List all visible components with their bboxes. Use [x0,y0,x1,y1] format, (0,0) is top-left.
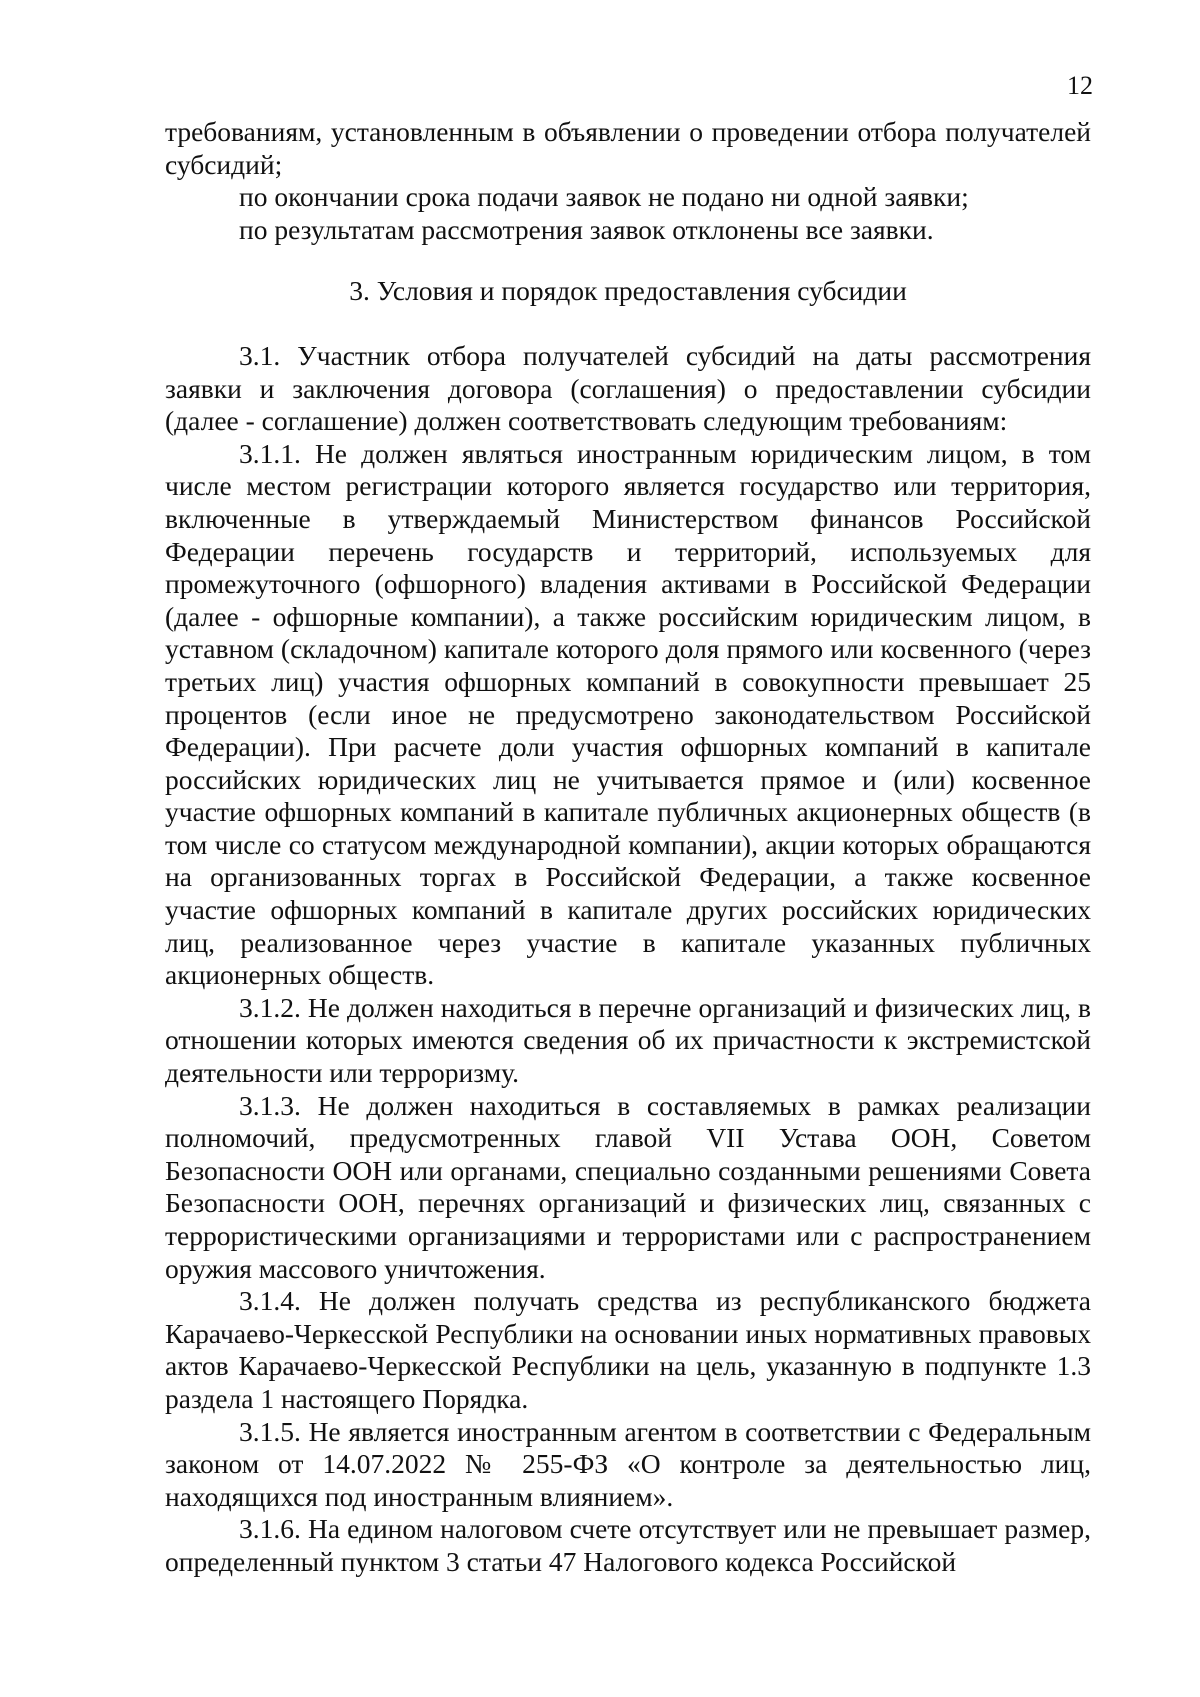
paragraph-all-rejected: по результатам рассмотрения заявок отклонены все заявки. [239,213,934,245]
paragraph-3-1-1: 3.1.1. Не должен являться иностранным юридическим лицом, в том числе местом регистрации которого является государство или территория, включенные в утверждаемый Министерством финансов Российской Федерации перечень государств и территорий, используемых для промежуточного (офшорного) владения активами в Российской Федерации (далее - офшорные компании), а также российским юридическим лицом, в уставном (складочном) капитале которого доля прямого или косвенного (через третьих лиц) участия офшорных компаний в совокупности превышает 25 процентов (если иное не предусмотрено законодательством Российской Федерации). При расчете доли участия офшорных компаний в капитале российских юридических лиц не учитывается прямое и (или) косвенное участие офшорных компаний в капитале публичных акционерных обществ (в том числе со статусом международной компании), акции которых обращаются на организованных торгах в Российской Федерации, а также косвенное участие офшорных компаний в капитале других российских юридических лиц, реализованное через участие в капитале указанных публичных акционерных обществ. [165,437,1091,991]
paragraph-3-1-2: 3.1.2. Не должен находиться в перечне организаций и физических лиц, в отношении которых имеются сведения об их причастности к экстремистской деятельности или терроризму. [165,991,1091,1089]
paragraph-3-1-6: 3.1.6. На едином налоговом счете отсутствует или не превышает размер, определенный пунктом 3 статьи 47 Налогового кодекса Российской [165,1513,1091,1577]
paragraph-3-1-5: 3.1.5. Не является иностранным агентом в соответствии с Федеральным законом от 14.07.2022 № 255-ФЗ «О контроле за деятельностью лиц, находящихся под иностранным влиянием». [165,1415,1091,1512]
paragraph-3-1-4: 3.1.4. Не должен получать средства из республиканского бюджета Карачаево-Черкесской Республики на основании иных нормативных правовых актов Карачаево-Черкесской Республики на цель, указанную в подпункте 1.3 раздела 1 настоящего Порядка. [165,1285,1091,1414]
paragraph-no-applications: по окончании срока подачи заявок не подано ни одной заявки; [239,181,969,213]
section-heading: 3. Условия и порядок предоставления субсидии [349,275,907,307]
page-number: 12 [1067,71,1093,100]
paragraph-3-1: 3.1. Участник отбора получателей субсидий на даты рассмотрения заявки и заключения договора (соглашения) о предоставлении субсидии (далее - соглашение) должен соответствовать следующим требованиям: [165,339,1091,437]
document-body [165,116,1091,1579]
paragraph-continuation: требованиям, установленным в объявлении о проведении отбора получателей субсидий; [165,116,1091,180]
paragraph-3-1-3: 3.1.3. Не должен находиться в составляемых в рамках реализации полномочий, предусмотренных главой VII Устава ООН, Советом Безопасности ООН или органами, специально созданными решениями Совета Безопасности ООН, перечнях организаций и физических лиц, связанных с террористическими организациями и террористами или с распространением оружия массового уничтожения. [165,1089,1091,1284]
